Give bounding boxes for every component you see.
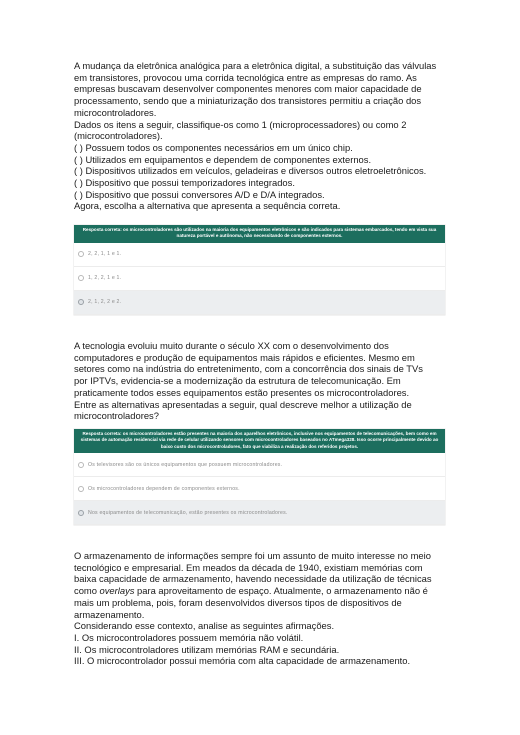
text-line: ( ) Dispositivo que possui temporizadores integrados. [74, 177, 295, 189]
text-fragment: para aproveitamento de espaço. Atualmente, o armazenamento não é [134, 585, 428, 597]
option-label: Os televisores são os únicos equipamentos que possuem microcontroladores. [88, 461, 283, 468]
answer-option[interactable] [74, 267, 445, 291]
text-line: microcontroladores? [74, 410, 159, 422]
text-line: empresas buscavam desenvolver componentes menores com maior capacidade de [74, 83, 422, 95]
text-line: processamento, sendo que a miniaturização dos transistores permitiu a criação dos [74, 95, 422, 107]
radio-button-icon[interactable] [78, 275, 84, 281]
text-line: (microcontroladores). [74, 130, 163, 142]
question-2-answer-panel [74, 429, 445, 525]
option-label: Nos equipamentos de telecomunicação, estão presentes os microcontroladores. [88, 509, 288, 516]
text-line: praticamente todos esses equipamentos estão presentes os microcontroladores. [74, 386, 410, 398]
answer-option[interactable] [74, 477, 445, 501]
text-line: Considerando esse contexto, analise as seguintes afirmações. [74, 620, 335, 632]
text-line: I. Os microcontroladores possuem memória não volátil. [74, 631, 304, 643]
question-2-text [74, 340, 454, 422]
answer-option[interactable] [74, 243, 445, 267]
text-line: ( ) Possuem todos os componentes necessários em um único chip. [74, 141, 353, 153]
radio-button-icon[interactable] [78, 462, 84, 468]
answer-option[interactable] [74, 453, 445, 477]
answer-option-selected[interactable] [74, 501, 445, 525]
correct-answer-banner: Resposta correta: os microcontroladores estão presentes na maioria dos aparelhos eletrônicos, inclusive nos equipamentos de telecomunicações, bem como em sistemas de automação residencial via rede de celular utilizando sensores com microcontroladores baseados no ATmega328. Isso ocorre principalmente devido ao baixo custo dos microcontroladores, fato que viabiliza a realização dos referidos projetos. [74, 429, 445, 453]
text-line: III. O microcontrolador possui memória com alta capacidade de armazenamento. [74, 655, 411, 667]
text-line: por IPTVs, evidencia-se a modernização da estrutura de telecomunicação. Em [74, 375, 401, 387]
option-label: 1, 2, 2, 1 e 1. [88, 275, 122, 282]
text-line: ( ) Dispositivo que possui conversores A/D e D/A integrados. [74, 188, 325, 200]
text-line: computadores e produção de equipamentos mais rápidos e eficientes. Mesmo em [74, 351, 415, 363]
text-line: em transistores, provocou uma corrida tecnológica entre as empresas do ramo. As [74, 71, 417, 83]
radio-button-icon[interactable] [78, 299, 84, 305]
question-1-answer-panel [74, 225, 445, 315]
italic-term: overlays [99, 585, 135, 597]
question-1-text [74, 60, 454, 212]
radio-button-icon[interactable] [78, 251, 84, 257]
text-line: Entre as alternativas apresentadas a seguir, qual descreve melhor a utilização de [74, 398, 412, 410]
text-line: baixa capacidade de armazenamento, havendo necessidade da utilização de técnicas [74, 573, 432, 585]
text-line: microcontroladores. [74, 106, 157, 118]
text-line: mais um problema, pois, foram desenvolvidos diversos tipos de dispositivos de [74, 596, 402, 608]
text-line: O armazenamento de informações sempre foi um assunto de muito interesse no meio [74, 550, 431, 561]
text-line [74, 585, 454, 597]
radio-button-icon[interactable] [78, 486, 84, 492]
text-line: ( ) Dispositivos utilizados em veículos, geladeiras e diversos outros eletroeletrônicos. [74, 165, 427, 177]
radio-button-icon[interactable] [78, 510, 84, 516]
option-label: Os microcontroladores dependem de componentes externos. [88, 485, 240, 492]
text-line: setores como na indústria do entretenimento, com a concorrência dos sinais de TVs [74, 363, 423, 375]
text-line: ( ) Utilizados em equipamentos e dependem de componentes externos. [74, 153, 372, 165]
text-line: II. Os microcontroladores utilizam memórias RAM e secundária. [74, 643, 340, 655]
text-line: tecnológico e empresarial. Em meados da década de 1940, existiam memórias com [74, 561, 423, 573]
answer-option-selected[interactable] [74, 291, 445, 315]
text-line: Dados os itens a seguir, classifique-os como 1 (microprocessadores) ou como 2 [74, 118, 407, 130]
text-line: A tecnologia evoluiu muito durante o século XX com o desenvolvimento dos [74, 340, 389, 351]
question-3-text [74, 550, 454, 667]
text-line: A mudança da eletrônica analógica para a eletrônica digital, a substituição das válvulas [74, 60, 437, 71]
correct-answer-banner: Resposta correta: os microcontroladores são utilizados na maioria dos equipamentos eletrônicos e são indicados para sistemas embarcados, tendo em vista sua natureza portável e autônoma, não necessitando de componentes externos. [74, 225, 445, 243]
option-label: 2, 1, 2, 2 e 2. [88, 299, 122, 306]
text-line: armazenamento. [74, 608, 145, 620]
text-line: Agora, escolha a alternativa que apresenta a sequência correta. [74, 200, 341, 212]
text-fragment: como [74, 585, 100, 597]
option-label: 2, 2, 1, 1 e 1. [88, 251, 122, 258]
